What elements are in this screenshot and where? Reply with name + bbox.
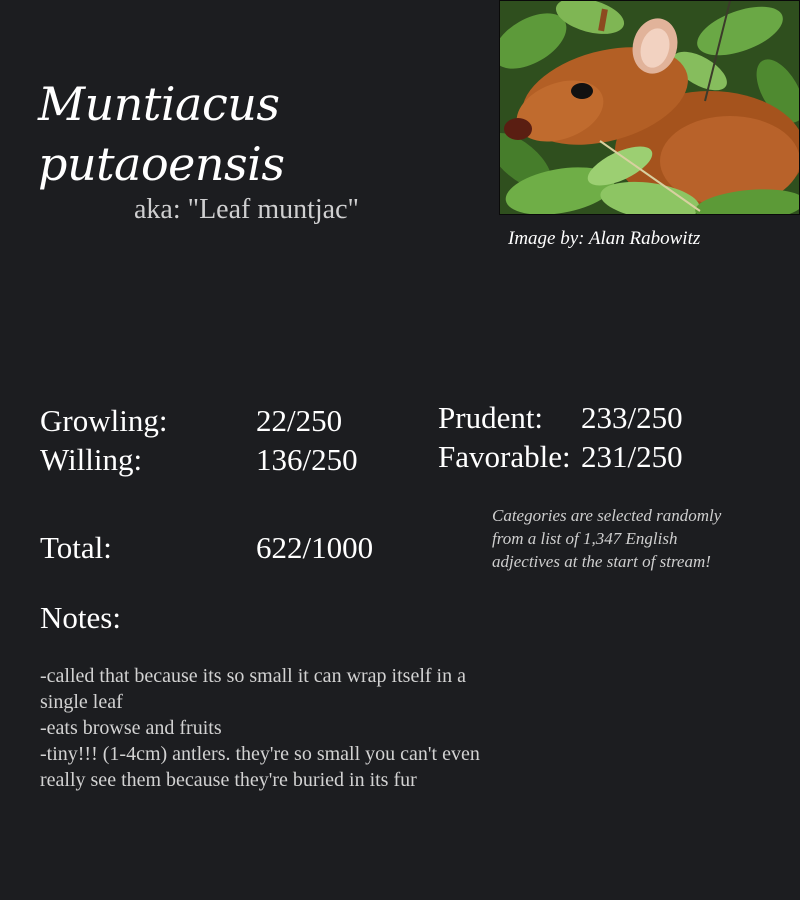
note-line: -called that because its so small it can wrap itself in a bbox=[40, 665, 466, 687]
categories-note-line: Categories are selected randomly bbox=[492, 506, 722, 525]
species-name bbox=[38, 74, 338, 194]
total-value: 622/1000 bbox=[256, 530, 374, 565]
muntjac-photo bbox=[499, 0, 800, 215]
categories-note bbox=[492, 504, 752, 573]
photo-credit: Image by: Alan Rabowitz bbox=[508, 228, 701, 249]
note-line: single leaf bbox=[40, 691, 123, 713]
prudent-value: 233/250 bbox=[581, 400, 683, 435]
muntjac-illustration bbox=[500, 1, 799, 214]
categories-note-line: adjectives at the start of stream! bbox=[492, 552, 711, 571]
species-name-genus: Muntiacus bbox=[38, 77, 280, 131]
notes-heading: Notes: bbox=[40, 600, 121, 635]
note-line: -eats browse and fruits bbox=[40, 717, 222, 739]
note-line: -tiny!!! (1-4cm) antlers. they're so small you can't even bbox=[40, 743, 480, 765]
favorable-value: 231/250 bbox=[581, 439, 683, 474]
willing-value: 136/250 bbox=[256, 442, 358, 477]
prudent-label: Prudent: bbox=[438, 400, 544, 435]
willing-label: Willing: bbox=[40, 442, 143, 477]
total-label: Total: bbox=[40, 530, 112, 565]
common-name: aka: "Leaf muntjac" bbox=[134, 194, 359, 225]
note-line: really see them because they're buried in its fur bbox=[40, 769, 417, 791]
categories-note-line: from a list of 1,347 English bbox=[492, 529, 678, 548]
species-name-epithet: putaoensis bbox=[38, 137, 285, 191]
growling-label: Growling: bbox=[40, 403, 168, 438]
notes-body bbox=[40, 663, 520, 793]
growling-value: 22/250 bbox=[256, 403, 343, 438]
favorable-label: Favorable: bbox=[438, 439, 571, 474]
